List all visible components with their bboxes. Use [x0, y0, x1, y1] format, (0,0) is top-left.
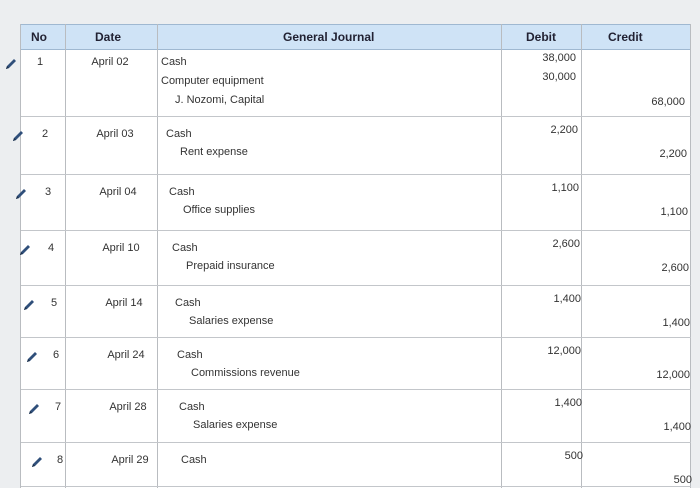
col-divider-debit — [581, 24, 582, 488]
header-date: Date — [95, 30, 122, 44]
col-divider-no — [65, 24, 66, 488]
entry-number: 7 — [55, 401, 62, 413]
debit-amount[interactable]: 2,200 — [550, 124, 578, 136]
account-name: Salaries expense — [189, 315, 274, 327]
credit-amount[interactable]: 2,200 — [659, 148, 687, 160]
entry-number: 2 — [42, 128, 49, 140]
entry-separator — [21, 230, 691, 231]
pencil-edit-icon[interactable] — [11, 129, 25, 143]
debit-amount[interactable]: 12,000 — [547, 345, 581, 357]
pencil-edit-icon[interactable] — [4, 57, 18, 71]
debit-amount[interactable]: 1,100 — [551, 182, 579, 194]
entry-date: April 03 — [96, 128, 134, 140]
credit-amount[interactable]: 1,400 — [663, 421, 691, 433]
entry-separator — [21, 174, 691, 175]
entry-number: 6 — [53, 349, 60, 361]
account-name: Salaries expense — [193, 419, 278, 431]
entry-date: April 29 — [111, 454, 149, 466]
col-divider-journal — [501, 24, 502, 488]
debit-amount[interactable]: 500 — [564, 450, 583, 462]
pencil-edit-icon[interactable] — [30, 455, 44, 469]
entry-number: 8 — [57, 454, 64, 466]
entry-date: April 14 — [105, 297, 143, 309]
header-general-journal: General Journal — [283, 30, 375, 44]
entry-separator — [21, 337, 691, 338]
entry-date: April 28 — [109, 401, 147, 413]
entry-number: 5 — [51, 297, 58, 309]
table-header — [21, 24, 691, 50]
pencil-edit-icon[interactable] — [22, 298, 36, 312]
account-name: Cash — [177, 349, 203, 361]
account-name: Rent expense — [180, 146, 248, 158]
col-divider-credit — [690, 24, 691, 488]
col-divider-date — [157, 24, 158, 488]
entry-number: 4 — [48, 242, 55, 254]
account-name: Computer equipment — [161, 75, 264, 87]
header-debit: Debit — [526, 30, 556, 44]
entry-number: 1 — [37, 56, 44, 68]
table-bottom-line — [21, 486, 691, 487]
credit-amount[interactable]: 2,600 — [661, 262, 689, 274]
account-name: Cash — [175, 297, 201, 309]
entry-separator — [21, 116, 691, 117]
entry-separator — [21, 389, 691, 390]
credit-amount[interactable]: 12,000 — [656, 369, 690, 381]
pencil-edit-icon[interactable] — [25, 350, 39, 364]
pencil-edit-icon[interactable] — [14, 187, 28, 201]
entry-date: April 10 — [102, 242, 140, 254]
account-name: Cash — [169, 186, 195, 198]
entry-separator — [21, 285, 691, 286]
entry-date: April 04 — [99, 186, 137, 198]
pencil-edit-icon[interactable] — [27, 402, 41, 416]
header-no: No — [31, 30, 47, 44]
header-credit: Credit — [608, 30, 643, 44]
debit-amount[interactable]: 30,000 — [542, 71, 576, 83]
entry-separator — [21, 442, 691, 443]
account-name: Commissions revenue — [191, 367, 300, 379]
entry-date: April 24 — [107, 349, 145, 361]
entry-number: 3 — [45, 186, 52, 198]
debit-amount[interactable]: 2,600 — [552, 238, 580, 250]
credit-amount[interactable]: 1,100 — [660, 206, 688, 218]
account-name: J. Nozomi, Capital — [175, 94, 265, 106]
entry-date: April 02 — [91, 56, 129, 68]
journal-sheet — [20, 24, 691, 488]
account-name: Cash — [181, 454, 207, 466]
account-name: Cash — [161, 56, 187, 68]
account-name: Cash — [179, 401, 205, 413]
account-name: Cash — [166, 128, 192, 140]
account-name: Cash — [172, 242, 198, 254]
credit-amount[interactable]: 1,400 — [662, 317, 690, 329]
account-name: Office supplies — [183, 204, 255, 216]
credit-amount[interactable]: 68,000 — [651, 96, 685, 108]
debit-amount[interactable]: 1,400 — [553, 293, 581, 305]
credit-amount[interactable]: 500 — [673, 474, 692, 486]
pencil-edit-icon[interactable] — [18, 243, 32, 257]
account-name: Prepaid insurance — [186, 260, 275, 272]
debit-amount[interactable]: 38,000 — [542, 52, 576, 64]
debit-amount[interactable]: 1,400 — [554, 397, 582, 409]
